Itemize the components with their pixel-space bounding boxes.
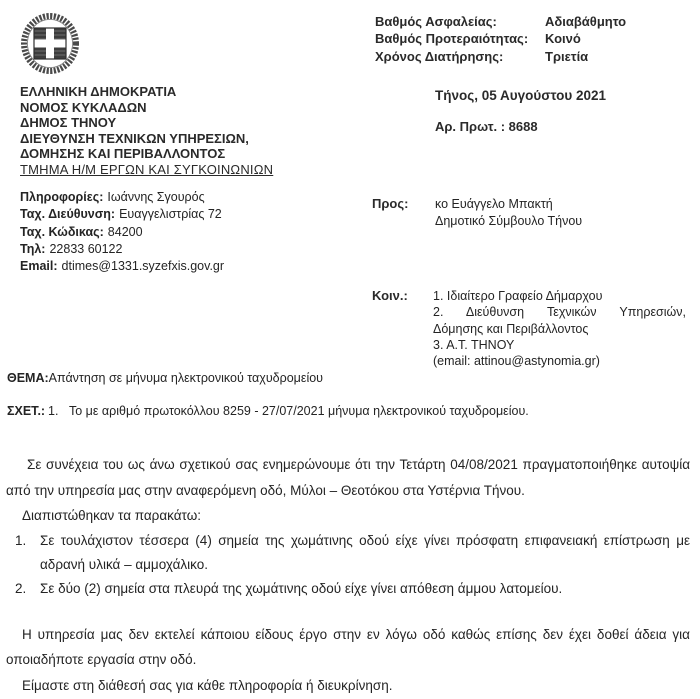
org-line: ΕΛΛΗΝΙΚΗ ΔΗΜΟΚΡΑΤΙΑ xyxy=(20,84,177,99)
body-paragraph: Διαπιστώθηκαν τα παρακάτω: xyxy=(22,508,201,523)
classification-row xyxy=(375,30,695,47)
reference-label: ΣΧΕΤ.: xyxy=(7,404,46,418)
finding-number: 1. xyxy=(15,532,27,548)
body-paragraph: Σε συνέχεια του ως άνω σχετικού σας ενημερώνουμε ότι την Τετάρτη 04/08/2021 πραγματοποιήθηκε αυτοψία από την υπηρεσία μας στην αναφερόμενη οδό, Μύλοι – Θεοτόκου στα Υστέρνια Τήνου. xyxy=(6,457,690,498)
cc-line: 1. Ιδιαίτερο Γραφείο Δήμαρχου xyxy=(433,289,603,303)
protocol-number-line: Αρ. Πρωτ. : 8688 xyxy=(435,119,538,134)
classification-row xyxy=(375,48,695,65)
contact-value: 22833 60122 xyxy=(49,241,123,256)
greek-coat-of-arms-icon xyxy=(20,12,80,75)
to-recipient-name: κο Ευάγγελο Μπακτή xyxy=(435,197,553,211)
cc-line: 2. Διεύθυνση Τεχνικών Υπηρεσιών, xyxy=(433,305,686,320)
place-date-line: Τήνος, 05 Αυγούστου 2021 xyxy=(435,88,607,103)
classification-label: Χρόνος Διατήρησης: xyxy=(375,48,504,64)
contact-value: Ιωάννης Σγουρός xyxy=(107,190,205,204)
classification-label: Βαθμός Προτεραιότητας: xyxy=(375,31,529,47)
body-paragraph: Είμαστε στη διάθεσή σας για κάθε πληροφορία ή διευκρίνηση. xyxy=(22,677,393,693)
classification-value: Τριετία xyxy=(545,48,589,64)
contact-line-address xyxy=(20,206,365,223)
letterhead-org-block xyxy=(20,84,365,178)
cc-line: Δόμησης και Περιβάλλοντος xyxy=(433,321,589,336)
contact-line-phone xyxy=(20,241,365,258)
classification-row xyxy=(375,13,695,30)
contact-label: Πληροφορίες: xyxy=(20,190,104,204)
contact-value: 84200 xyxy=(107,224,143,239)
findings-list xyxy=(6,529,690,601)
classification-value: Κοινό xyxy=(545,31,581,47)
cc-recipient-block xyxy=(433,288,686,369)
finding-text: Σε δύο (2) σημεία στα πλευρά της χωμάτινης οδού είχε γίνει απόθεση άμμου λατομείου. xyxy=(40,580,563,596)
to-recipient-block xyxy=(435,196,685,231)
contact-label: Ταχ. Διεύθυνση: xyxy=(20,207,116,222)
org-line: ΔΙΕΥΘΥΝΣΗ ΤΕΧΝΙΚΩΝ ΥΠΗΡΕΣΙΩΝ, xyxy=(20,130,249,146)
finding-text: Σε τουλάχιστον τέσσερα (4) σημεία της χωμάτινης οδού είχε γίνει πρόσφατη επιφανειακή επίστρωση με αδρανή υλικά – αμμοχάλικο. xyxy=(40,532,690,572)
cc-label: Κοιν.: xyxy=(372,288,408,303)
contact-label: Ταχ. Κώδικας: xyxy=(20,224,104,239)
org-line: ΔΗΜΟΣ ΤΗΝΟΥ xyxy=(20,115,117,131)
subject-row xyxy=(7,371,697,385)
cc-line-email: (email: attinou@astynomia.gr) xyxy=(433,354,600,369)
classification-label: Βαθμός Ασφαλείας: xyxy=(375,14,497,29)
finding-item xyxy=(6,577,690,601)
finding-number: 2. xyxy=(15,580,27,596)
contact-line-email xyxy=(20,258,365,275)
contact-line-info xyxy=(20,189,365,206)
contact-label: Τηλ: xyxy=(20,241,46,256)
contact-line-postcode xyxy=(20,224,365,241)
org-department-line: ΤΜΗΜΑ Η/Μ ΕΡΓΩΝ ΚΑΙ ΣΥΓΚΟΙΝΩΝΙΩΝ xyxy=(20,161,274,177)
subject-text: Απάντηση σε μήνυμα ηλεκτρονικού ταχυδρομείου xyxy=(48,371,324,385)
letter-body xyxy=(6,452,690,698)
to-label: Προς: xyxy=(372,196,409,211)
contact-value: Ευαγγελιστρίας 72 xyxy=(119,207,222,222)
org-line: ΝΟΜΟΣ ΚΥΚΛΑΔΩΝ xyxy=(20,99,147,115)
body-paragraph: Η υπηρεσία μας δεν εκτελεί κάποιου είδους έργο στην εν λόγω οδό καθώς επίσης δεν έχει δοθεί άδεια για οποιαδήποτε εργασία στην οδό. xyxy=(6,626,690,667)
to-recipient-title: Δημοτικό Σύμβουλο Τήνου xyxy=(435,214,583,229)
classification-value: Αδιαβάθμητο xyxy=(545,14,627,29)
cc-line: 3. Α.Τ. ΤΗΝΟΥ xyxy=(433,337,515,352)
contact-label: Email: xyxy=(20,259,58,274)
letterhead-contact-block xyxy=(20,189,365,275)
subject-label: ΘΕΜΑ: xyxy=(7,371,49,385)
classification-block xyxy=(375,13,695,65)
reference-item-number: 1. xyxy=(48,404,59,418)
org-line: ΔΟΜΗΣΗΣ ΚΑΙ ΠΕΡΙΒΑΛΛΟΝΤΟΣ xyxy=(20,146,226,162)
finding-item xyxy=(6,529,690,577)
reference-text: Το με αριθμό πρωτοκόλλου 8259 - 27/07/2021 μήνυμα ηλεκτρονικού ταχυδρομείου. xyxy=(69,404,529,418)
contact-email-value: dtimes@1331.syzefxis.gov.gr xyxy=(61,259,225,274)
reference-row xyxy=(7,404,697,418)
